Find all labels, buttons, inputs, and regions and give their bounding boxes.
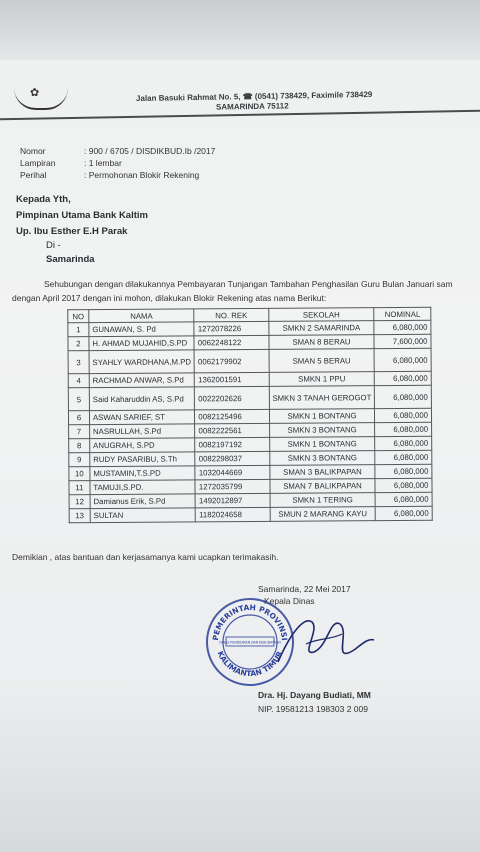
cell-no-rek: 0082197192 bbox=[195, 437, 269, 452]
signature-nip: NIP. 19581213 198303 2 009 bbox=[258, 704, 368, 714]
addressee-org: Pimpinan Utama Bank Kaltim bbox=[16, 210, 148, 221]
addressee-di: Di - bbox=[46, 240, 61, 251]
cell-sekolah: SMAN 5 BERAU bbox=[269, 349, 375, 373]
cell-nama: GUNAWAN, S. Pd bbox=[89, 322, 195, 337]
cell-nominal: 6,080,000 bbox=[375, 348, 432, 371]
cell-nama: Said Kaharuddin AS, S.Pd bbox=[89, 387, 195, 411]
header-no: NO bbox=[68, 310, 89, 323]
cell-sekolah: SMKN 2 SAMARINDA bbox=[268, 321, 374, 336]
header-sekolah: SEKOLAH bbox=[268, 308, 374, 322]
cell-no: 10 bbox=[69, 467, 90, 481]
cell-no: 11 bbox=[69, 481, 90, 495]
cell-nama: RACHMAD ANWAR, S.Pd bbox=[89, 373, 195, 388]
signature-name: Dra. Hj. Dayang Budiati, MM bbox=[258, 690, 371, 700]
cell-nominal: 6,080,000 bbox=[376, 506, 433, 520]
cell-no-rek: 0082222561 bbox=[195, 423, 269, 438]
cell-nominal: 6,080,000 bbox=[374, 320, 431, 334]
page-top-shadow bbox=[0, 0, 480, 60]
addressee-attention: Up. Ibu Esther E.H Parak bbox=[16, 226, 128, 237]
stamp-bottom-text: KALIMANTAN TIMUR bbox=[215, 649, 285, 679]
cell-nama: SULTAN bbox=[90, 508, 196, 523]
cell-no: 8 bbox=[69, 439, 90, 453]
cell-no: 7 bbox=[69, 425, 90, 439]
lampiran-label: Lampiran bbox=[20, 158, 56, 168]
cell-no: 1 bbox=[68, 323, 89, 337]
cell-sekolah: SMKN 1 TERING bbox=[270, 493, 376, 508]
cell-nominal: 6,080,000 bbox=[376, 492, 433, 506]
cell-nominal: 6,080,000 bbox=[375, 371, 432, 385]
cell-no-rek: 0062248122 bbox=[194, 335, 268, 350]
signature-title: Kepala Dinas bbox=[264, 596, 315, 606]
letterhead-city: SAMARINDA 75112 bbox=[215, 101, 289, 112]
letterhead-address: Jalan Basuki Rahmat No. 5, ☎ (0541) 738429, Faximile 738429 bbox=[135, 89, 373, 104]
cell-no-rek: 1362001591 bbox=[195, 372, 269, 387]
stamp-top-text: PEMERINTAH PROVINSI bbox=[210, 602, 289, 642]
crest-icon: ✿ bbox=[30, 87, 40, 99]
cell-nominal: 6,080,000 bbox=[375, 422, 432, 436]
cell-no: 12 bbox=[69, 495, 90, 509]
cell-no-rek: 1182024658 bbox=[196, 507, 270, 522]
cell-no: 3 bbox=[68, 351, 89, 374]
header-nama: NAMA bbox=[89, 309, 195, 323]
cell-nama: TAMUJI,S.PD. bbox=[90, 480, 196, 495]
cell-nominal: 6,080,000 bbox=[375, 385, 432, 408]
cell-sekolah: SMUN 2 MARANG KAYU bbox=[270, 507, 376, 522]
cell-no-rek: 1272035799 bbox=[195, 479, 269, 494]
perihal-label: Perihal bbox=[20, 170, 47, 180]
cell-nama: H. AHMAD MUJAHID,S.PD bbox=[89, 336, 195, 351]
addressee-greeting: Kepada Yth, bbox=[16, 194, 71, 205]
cell-no-rek: 1492012897 bbox=[195, 493, 269, 508]
cell-no-rek: 1272078226 bbox=[194, 321, 268, 336]
cell-nama: RUDY PASARIBU, S.Th bbox=[90, 452, 196, 467]
cell-no: 4 bbox=[68, 374, 89, 388]
cell-no: 5 bbox=[68, 388, 89, 411]
nomor-value: : 900 / 6705 / DISDIKBUD.Ib /2017 bbox=[84, 146, 216, 156]
cell-no-rek: 1032044669 bbox=[195, 465, 269, 480]
cell-nama: NASRULLAH, S.Pd bbox=[89, 424, 195, 439]
cell-nama: SYAHLY WARDHANA,M.PD bbox=[89, 350, 195, 374]
body-paragraph-line2: dengan April 2017 dengan ini mohon, dilakukan Blokir Rekening atas nama Berikut: bbox=[12, 293, 327, 303]
signature-place-date: Samarinda, 22 Mei 2017 bbox=[258, 584, 351, 594]
closing-sentence: Demikian , atas bantuan dan kerjasamanya kami ucapkan terimakasih. bbox=[12, 552, 279, 562]
cell-no-rek: 0062179902 bbox=[194, 349, 268, 373]
cell-sekolah: SMAN 7 BALIKPAPAN bbox=[269, 479, 375, 494]
cell-no-rek: 0022202626 bbox=[195, 386, 269, 410]
cell-no-rek: 0082298037 bbox=[195, 451, 269, 466]
table-row bbox=[68, 385, 431, 411]
cell-sekolah: SMKN 1 PPU bbox=[269, 372, 375, 387]
cell-nominal: 6,080,000 bbox=[375, 450, 432, 464]
cell-nama: Damianus Erik, S.Pd bbox=[90, 494, 196, 509]
cell-nominal: 7,600,000 bbox=[374, 334, 431, 348]
lampiran-value: : 1 lembar bbox=[84, 158, 122, 168]
cell-sekolah: SMKN 3 TANAH GEROGOT bbox=[269, 386, 375, 410]
handwritten-signature bbox=[270, 604, 380, 674]
cell-sekolah: SMAN 3 BALIKPAPAN bbox=[269, 465, 375, 480]
cell-no: 13 bbox=[69, 509, 90, 523]
cell-nominal: 6,080,000 bbox=[375, 408, 432, 422]
body-paragraph-line1: Sehubungan dengan dilakukannya Pembayaran Tunjangan Tambahan Penghasilan Guru Bulan Januari sam bbox=[44, 279, 453, 289]
header-no-rek: NO. REK bbox=[194, 308, 268, 322]
cell-nominal: 6,080,000 bbox=[375, 436, 432, 450]
cell-nama: MUSTAMIN,T.S.PD bbox=[90, 466, 196, 481]
cell-nama: ANUGRAH, S.PD bbox=[90, 438, 196, 453]
cell-nominal: 6,080,000 bbox=[375, 464, 432, 478]
cell-sekolah: SMKN 3 BONTANG bbox=[269, 423, 375, 438]
stamp-center-text: DINAS PENDIDIKAN DAN KEBUDAYAAN bbox=[219, 640, 281, 645]
header-nominal: NOMINAL bbox=[374, 307, 431, 320]
table-row bbox=[68, 348, 431, 374]
cell-nama: ASWAN SARIEF, ST bbox=[89, 410, 195, 425]
cell-no: 6 bbox=[68, 411, 89, 425]
cell-no-rek: 0082125496 bbox=[195, 409, 269, 424]
cell-nominal: 6,080,000 bbox=[375, 478, 432, 492]
cell-sekolah: SMKN 1 BONTANG bbox=[269, 437, 375, 452]
table-row bbox=[69, 506, 432, 523]
cell-sekolah: SMKN 3 BONTANG bbox=[269, 451, 375, 466]
cell-no: 2 bbox=[68, 337, 89, 351]
cell-no: 9 bbox=[69, 453, 90, 467]
blokir-rekening-table bbox=[67, 307, 432, 524]
perihal-value: : Permohonan Blokir Rekening bbox=[84, 170, 200, 180]
cell-sekolah: SMAN 8 BERAU bbox=[268, 335, 374, 350]
addressee-city: Samarinda bbox=[46, 254, 95, 265]
cell-sekolah: SMKN 1 BONTANG bbox=[269, 409, 375, 424]
nomor-label: Nomor bbox=[20, 146, 46, 156]
